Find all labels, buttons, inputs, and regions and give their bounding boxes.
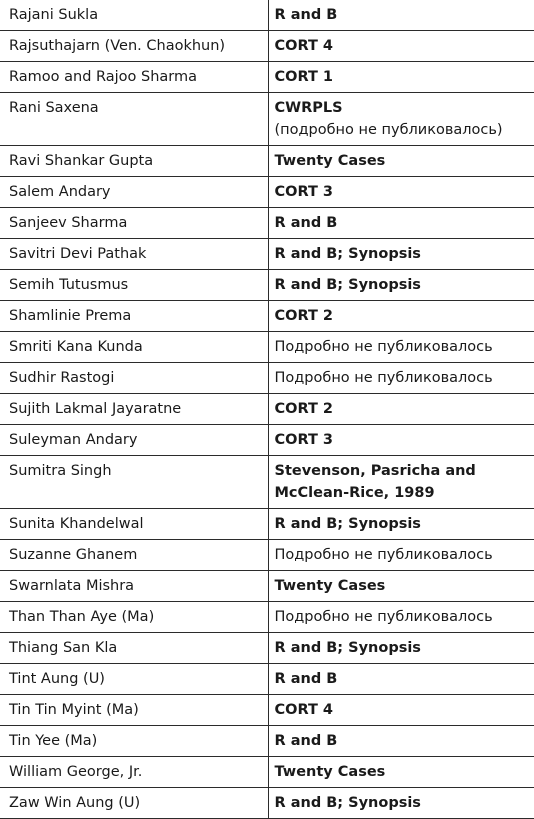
case-source-cell	[268, 239, 534, 270]
table-row	[0, 177, 534, 208]
case-source-cell	[268, 62, 534, 93]
table-row	[0, 394, 534, 425]
case-source-text: CORT 1	[274, 69, 334, 85]
case-name-cell: Tint Aung (U)	[0, 664, 268, 695]
case-name-cell: Savitri Devi Pathak	[0, 239, 268, 270]
case-source-text: R and B; Synopsis	[274, 640, 421, 656]
table-row	[0, 93, 534, 146]
case-name-cell: Than Than Aye (Ma)	[0, 602, 268, 633]
case-source-text: CWRPLS	[274, 100, 343, 116]
case-source-text: Подробно не публиковалось	[274, 370, 493, 386]
case-name-cell: Swarnlata Mishra	[0, 571, 268, 602]
case-source-text: Подробно не публиковалось	[274, 547, 493, 563]
case-source-cell	[268, 177, 534, 208]
table-row	[0, 62, 534, 93]
case-source-cell	[268, 633, 534, 664]
case-name-cell: Sumitra Singh	[0, 456, 268, 509]
case-source-cell	[268, 0, 534, 31]
case-source-cell	[268, 146, 534, 177]
case-source-text: Twenty Cases	[274, 764, 386, 780]
case-name-cell: Tin Yee (Ma)	[0, 726, 268, 757]
case-source-cell	[268, 571, 534, 602]
case-name-cell: Rajsuthajarn (Ven. Chaokhun)	[0, 31, 268, 62]
case-source-cell	[268, 301, 534, 332]
table-row	[0, 788, 534, 819]
table-row	[0, 332, 534, 363]
case-source-text: CORT 2	[274, 308, 334, 324]
case-source-text: R and B; Synopsis	[274, 795, 421, 811]
case-source-cell	[268, 270, 534, 301]
case-source-cell	[268, 425, 534, 456]
case-name-cell: Smriti Kana Kunda	[0, 332, 268, 363]
case-source-cell	[268, 664, 534, 695]
case-name-cell: Zaw Win Aung (U)	[0, 788, 268, 819]
case-source-text: CORT 4	[274, 38, 334, 54]
case-name-cell: Semih Tutusmus	[0, 270, 268, 301]
table-row	[0, 571, 534, 602]
case-source-cell	[268, 509, 534, 540]
case-source-text: Подробно не публиковалось	[274, 339, 493, 355]
case-source-text: Stevenson, Pasricha and	[274, 463, 476, 479]
case-source-text: R and B; Synopsis	[274, 246, 421, 262]
case-name-cell: Sunita Khandelwal	[0, 509, 268, 540]
case-name-cell: Thiang San Kla	[0, 633, 268, 664]
case-source-cell	[268, 788, 534, 819]
case-source-cell	[268, 208, 534, 239]
table-row	[0, 540, 534, 571]
case-source-cell	[268, 456, 534, 509]
case-source-text: Twenty Cases	[274, 153, 386, 169]
case-source-text: R and B	[274, 7, 338, 23]
table-row	[0, 726, 534, 757]
case-source-cell	[268, 726, 534, 757]
case-name-cell: Tin Tin Myint (Ma)	[0, 695, 268, 726]
table-row	[0, 509, 534, 540]
case-source-cell	[268, 602, 534, 633]
case-source-cell	[268, 332, 534, 363]
table-row	[0, 695, 534, 726]
case-name-cell: Shamlinie Prema	[0, 301, 268, 332]
table-row	[0, 301, 534, 332]
case-source-cell	[268, 394, 534, 425]
case-source-text: CORT 2	[274, 401, 334, 417]
table-row	[0, 239, 534, 270]
table-row	[0, 425, 534, 456]
table-row	[0, 363, 534, 394]
case-name-cell: Suzanne Ghanem	[0, 540, 268, 571]
case-source-text: Подробно не публиковалось	[274, 609, 493, 625]
case-name-cell: Rajani Sukla	[0, 0, 268, 31]
case-source-cell	[268, 540, 534, 571]
case-name-cell: Salem Andary	[0, 177, 268, 208]
case-name-cell: Suleyman Andary	[0, 425, 268, 456]
case-source-text: CORT 3	[274, 184, 334, 200]
case-source-text: R and B	[274, 215, 338, 231]
case-name-cell: Sudhir Rastogi	[0, 363, 268, 394]
table-row	[0, 0, 534, 31]
table-row	[0, 456, 534, 509]
case-name-cell: William George, Jr.	[0, 757, 268, 788]
case-name-cell: Ramoo and Rajoo Sharma	[0, 62, 268, 93]
case-source-text: Twenty Cases	[274, 578, 386, 594]
case-source-text: CORT 3	[274, 432, 334, 448]
table-row	[0, 633, 534, 664]
case-source-text: R and B	[274, 671, 338, 687]
table-row	[0, 146, 534, 177]
case-source-cell	[268, 93, 534, 146]
case-source-cell	[268, 695, 534, 726]
case-source-text: R and B	[274, 733, 338, 749]
case-source-text: R and B; Synopsis	[274, 516, 421, 532]
case-source-cell	[268, 363, 534, 394]
case-name-cell: Ravi Shankar Gupta	[0, 146, 268, 177]
case-source-cell	[268, 31, 534, 62]
case-source-text-continued: McClean-Rice, 1989	[274, 485, 435, 501]
table-row	[0, 664, 534, 695]
case-name-cell: Sanjeev Sharma	[0, 208, 268, 239]
case-name-cell: Sujith Lakmal Jayaratne	[0, 394, 268, 425]
table-row	[0, 602, 534, 633]
case-source-text: CORT 4	[274, 702, 334, 718]
table-row	[0, 208, 534, 239]
table-row	[0, 270, 534, 301]
case-name-cell: Rani Saxena	[0, 93, 268, 146]
case-source-note: (подробно не публиковалось)	[274, 122, 503, 138]
case-source-text: R and B; Synopsis	[274, 277, 421, 293]
table-row	[0, 31, 534, 62]
